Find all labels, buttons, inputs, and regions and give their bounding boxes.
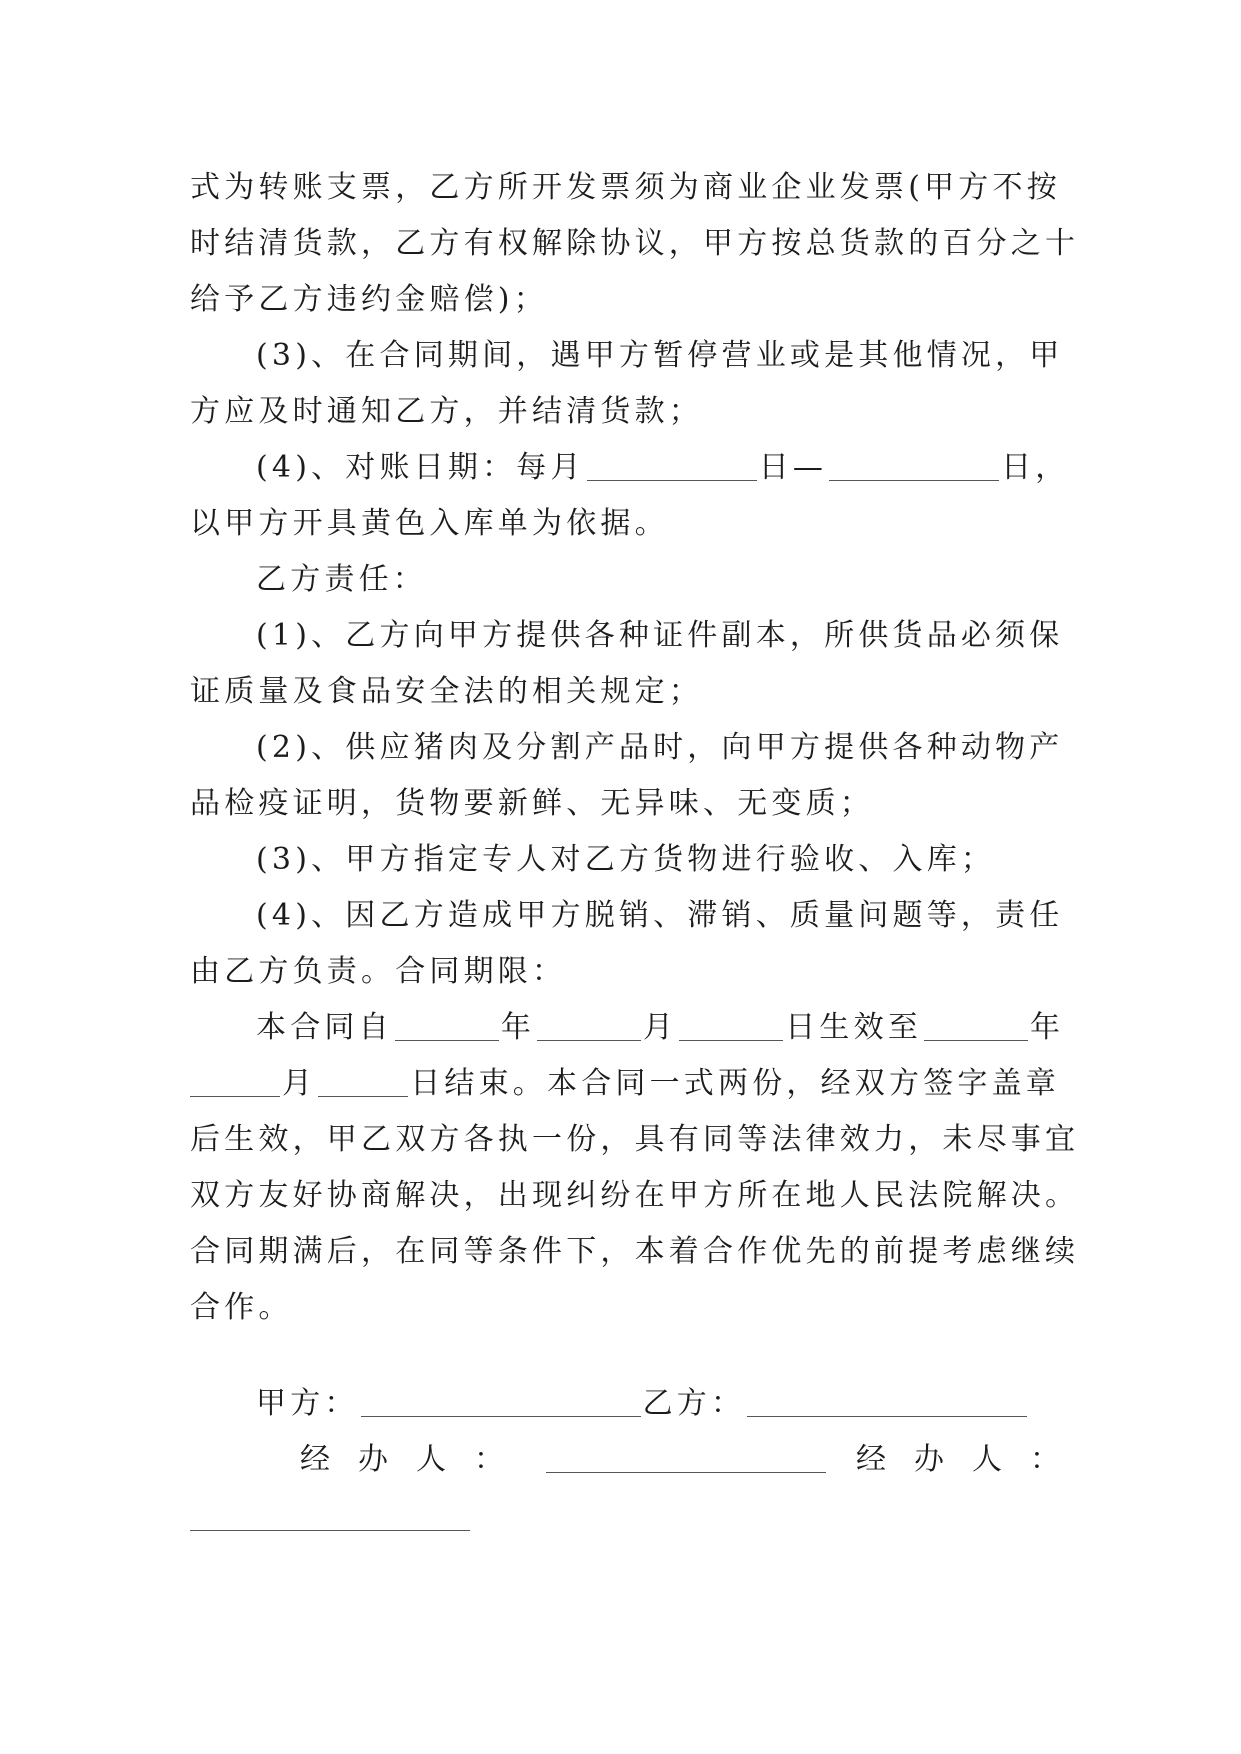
reconciliation-date-line	[256, 440, 1070, 496]
text-line: 品检疫证明，货物要新鲜、无异味、无变质；	[190, 786, 874, 821]
text-line: 由乙方负责。合同期限：	[190, 954, 567, 989]
signature-agent-line	[300, 1432, 1088, 1488]
term-start-line	[256, 1000, 1064, 1056]
text-line: 双方友好协商解决，出现纠纷在甲方所在地人民法院解决。	[190, 1178, 1080, 1213]
term-text: 年	[1030, 1010, 1065, 1045]
section-heading: 乙方责任：	[256, 562, 427, 597]
party-a-signature-field[interactable]	[361, 1386, 641, 1417]
date-separator: 日—	[758, 450, 828, 485]
party-a-label: 甲方：	[256, 1386, 359, 1421]
blank-field[interactable]	[924, 1010, 1028, 1041]
clause-3-line: (3)、在合同期间，遇甲方暂停营业或是其他情况，甲	[256, 338, 1064, 373]
clause-4b-line: (4)、因乙方造成甲方脱销、滞销、质量问题等，责任	[256, 898, 1064, 933]
agent-a-label: 经办人：	[300, 1442, 532, 1477]
text-line: 方应及时通知乙方，并结清货款；	[190, 394, 703, 429]
blank-field[interactable]	[190, 1066, 280, 1097]
text-line: 以甲方开具黄色入库单为依据。	[190, 506, 669, 541]
blank-field[interactable]	[318, 1066, 408, 1097]
party-b-signature-field[interactable]	[747, 1386, 1027, 1417]
term-text: 年	[500, 1010, 536, 1045]
term-text: 月	[643, 1010, 678, 1045]
text-line: 式为转账支票，乙方所开发票须为商业企业发票(甲方不按	[190, 170, 1061, 205]
date-suffix: 日，	[1001, 450, 1070, 485]
term-text: 日生效至	[785, 1010, 923, 1045]
agent-a-signature-field[interactable]	[546, 1442, 826, 1473]
blank-field[interactable]	[537, 1010, 641, 1041]
clause-2-line: (2)、供应猪肉及分割产品时，向甲方提供各种动物产	[256, 730, 1064, 765]
agent-b-signature-field[interactable]	[190, 1530, 470, 1531]
blank-field[interactable]	[829, 450, 999, 481]
reconciliation-label: (4)、对账日期：每月	[256, 450, 585, 485]
text-line: 证质量及食品安全法的相关规定；	[190, 674, 703, 709]
term-text: 月	[282, 1066, 317, 1101]
term-end-line	[190, 1056, 1060, 1112]
text-line: 时结清货款，乙方有权解除协议，甲方按总货款的百分之十	[190, 226, 1080, 261]
term-text: 本合同自	[256, 1010, 393, 1045]
blank-field[interactable]	[679, 1010, 783, 1041]
term-text: 日结束。本合同一式两份，经双方签字盖章	[410, 1066, 1061, 1101]
text-line: 合同期满后，在同等条件下，本着合作优先的前提考虑继续	[190, 1234, 1080, 1269]
blank-field[interactable]	[587, 450, 757, 481]
agent-b-label: 经办人：	[856, 1442, 1088, 1477]
text-line: 合作。	[190, 1290, 293, 1325]
clause-1-line: (1)、乙方向甲方提供各种证件副本，所供货品必须保	[256, 618, 1064, 653]
signature-party-line	[256, 1376, 1029, 1432]
party-b-label: 乙方：	[642, 1386, 746, 1421]
blank-field[interactable]	[395, 1010, 499, 1041]
clause-3b-line: (3)、甲方指定专人对乙方货物进行验收、入库；	[256, 842, 996, 877]
text-line: 后生效，甲乙双方各执一份，具有同等法律效力，未尽事宜	[190, 1122, 1080, 1157]
text-line: 给予乙方违约金赔偿)；	[190, 282, 548, 317]
